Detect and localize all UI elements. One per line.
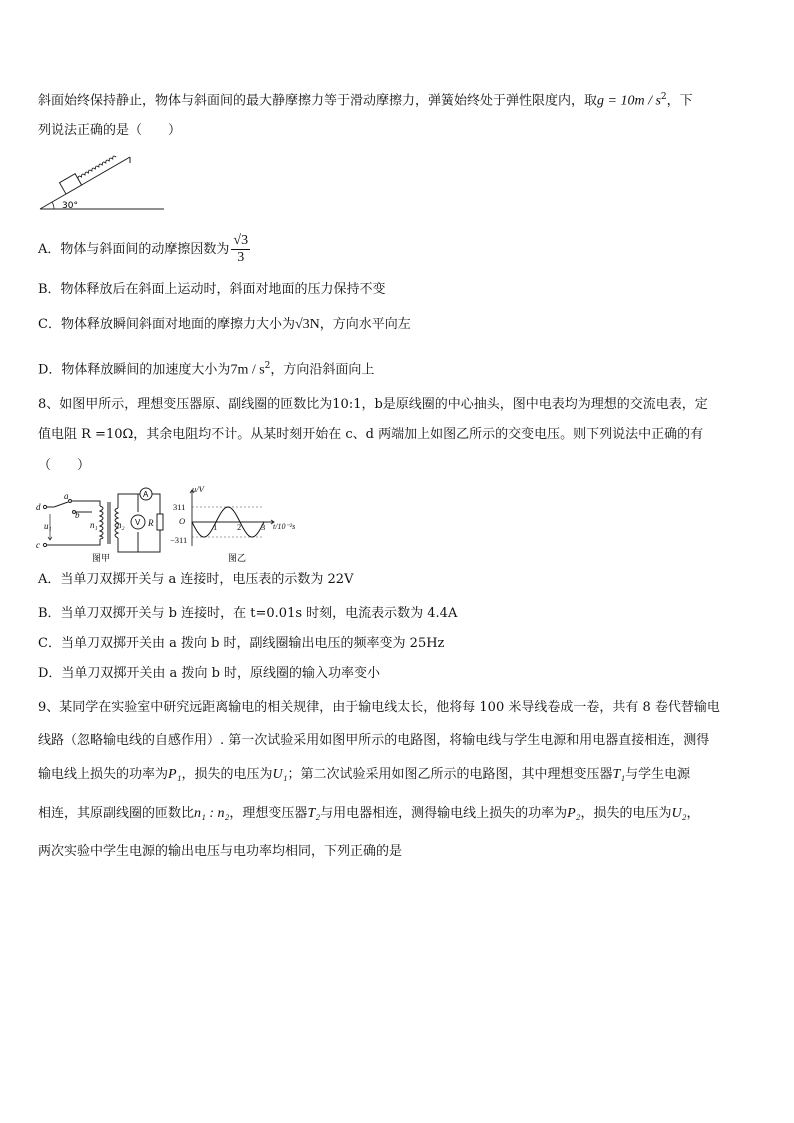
q8-option-a: A．当单刀双掷开关与 a 连接时，电压表的示数为 22V — [38, 572, 354, 587]
q7-option-a: A．物体与斜面间的动摩擦因数为 $\frac{√3}{3}$ — [38, 233, 249, 265]
voltage-graph-figure-b — [170, 482, 310, 564]
angle-label: 30° — [62, 201, 78, 211]
tick-label: 2 — [237, 522, 242, 532]
svg-text:b: b — [75, 510, 80, 520]
q9-stem-line3: 输电线上损失的功率为P₁，损失的电压为U₁；第二次试验采用如图乙所示的电路图，其中理想变压器T₁与学生电源 — [38, 767, 691, 782]
q7-stem-line1: 斜面始终保持静止，物体与斜面间的最大静摩擦力等于滑动摩擦力，弹簧始终处于弹性限度内，取$g = 10m / s^2$，下 — [38, 92, 693, 109]
ammeter-label: A — [143, 490, 149, 499]
g-value: g = 10m / s — [597, 93, 661, 109]
q9-stem-line4: 相连，其原副线圈的匝数比n₁ : n₂，理想变压器T₂与用电器相连，测得输电线上损失的功率为P₂，损失的电压为U₂， — [38, 806, 700, 821]
q7-option-c: C．物体释放瞬间斜面对地面的摩擦力大小为√3N，方向水平向左 — [38, 317, 411, 332]
circuit-figure-a — [34, 484, 169, 564]
svg-text:c: c — [36, 540, 40, 550]
q8-stem-line3: （ ） — [38, 458, 91, 473]
q8-option-d: D．当单刀双掷开关由 a 拨向 b 时，原线圈的输入功率变小 — [38, 666, 381, 681]
q9-stem-line1: 9、某同学在实验室中研究远距离输电的相关规律，由于输电线太长，他将每 100 米导线卷成一卷，共有 8 卷代替输电 — [38, 700, 720, 715]
voltmeter-label: V — [135, 518, 141, 527]
svg-text:a: a — [64, 491, 69, 501]
incline-figure — [38, 145, 168, 215]
q7-option-d: D．物体释放瞬间的加速度大小为$7m / s^2$，方向沿斜面向上 — [38, 361, 375, 378]
q7-option-b: B．物体释放后在斜面上运动时，斜面对地面的压力保持不变 — [38, 282, 386, 297]
svg-text:311: 311 — [173, 502, 186, 512]
q8-stem-line2: 值电阻 R =10Ω，其余电阻均不计。从某时刻开始在 c、d 两端加上如图乙所示的交变电压。则下列说法中正确的有 — [38, 427, 704, 442]
svg-text:t/10⁻²s: t/10⁻²s — [273, 522, 296, 531]
svg-text:u/V: u/V — [192, 484, 204, 494]
tick-label: 3 — [261, 522, 266, 532]
q8-option-c: C．当单刀双掷开关由 a 拨向 b 时，副线圈输出电压的频率变为 25Hz — [38, 636, 445, 651]
q9-stem-line5: 两次实验中学生电源的输出电压与电功率均相同，下列正确的是 — [38, 844, 403, 859]
fig-b-caption: 图乙 — [228, 554, 247, 564]
svg-text:u₁: u₁ — [44, 521, 52, 531]
svg-text:−311: −311 — [170, 535, 188, 545]
tick-label: 1 — [213, 522, 218, 532]
mu-fraction: $\frac{√3}{3}$ — [233, 233, 249, 265]
fig-a-caption: 图甲 — [92, 554, 111, 564]
q8-option-b: B．当单刀双掷开关与 b 连接时，在 t=0.01s 时刻，电流表示数为 4.4A — [38, 606, 458, 621]
svg-text:d: d — [36, 502, 41, 512]
q8-stem-line1: 8、如图甲所示，理想变压器原、副线圈的匝数比为10:1，b是原线圈的中心抽头，图中电表均为理想的交流电表，定 — [38, 397, 708, 412]
q9-stem-line2: 线路（忽略输电线的自感作用）. 第一次试验采用如图甲所示的电路图，将输电线与学生电源和用电器直接相连，测得 — [38, 733, 710, 748]
svg-text:n₂: n₂ — [117, 520, 125, 530]
svg-text:n₁: n₁ — [90, 520, 98, 530]
q7-stem-line2: 列说法正确的是（ ） — [38, 123, 182, 138]
svg-text:O: O — [179, 516, 186, 526]
svg-text:R: R — [148, 518, 154, 528]
